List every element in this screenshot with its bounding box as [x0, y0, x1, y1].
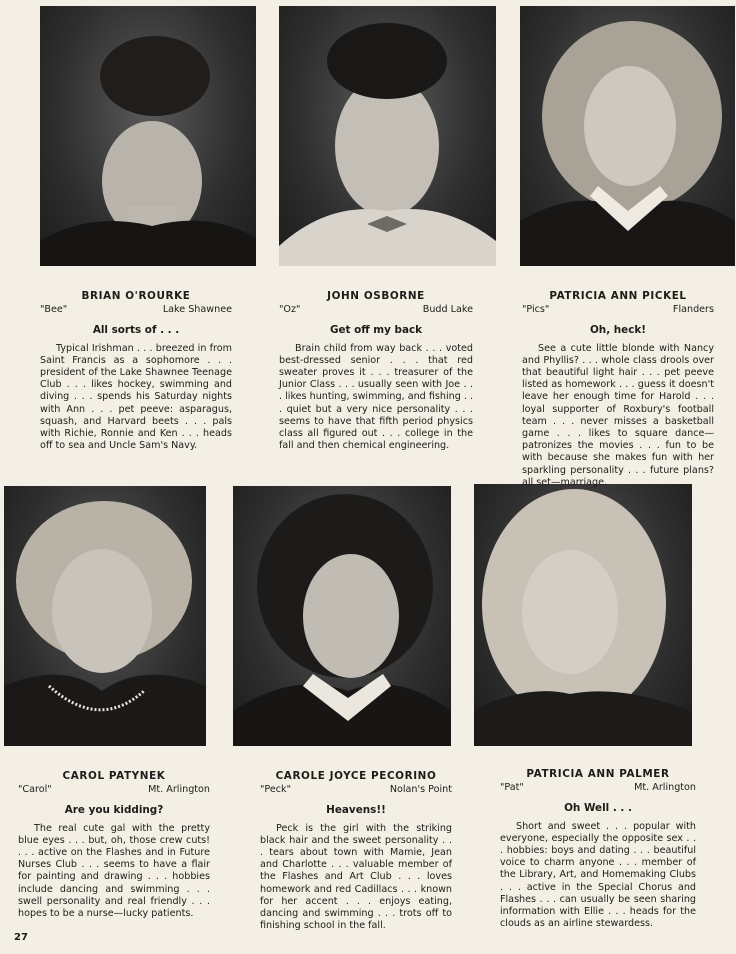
student-nickname: "Bee": [40, 304, 68, 316]
student-motto: Heavens!!: [326, 804, 386, 817]
student-bio: See a cute little blonde with Nancy and Phyllis? . . . whole class drools over that beautiful light hair . . . pet peeve listed as homework . . . guess it doesn't leave her enough time for Harold . . . loyal supporter of Roxbury's football team . . . never misses a basketball game . . . likes to square dance—patronizes the movies . . . fun to be with because she makes fun with her sparkling personality . . . future plans? all set—marriage.: [522, 342, 714, 488]
student-name: CAROLE JOYCE PECORINO: [275, 770, 437, 782]
student-name: JOHN OSBORNE: [327, 290, 425, 302]
portrait-patricia-ann-pickel: [520, 6, 735, 266]
portrait-patricia-ann-pickel-image: [520, 6, 735, 266]
student-bio: Brain child from way back . . . voted best-dressed senior . . . that red sweater proves it . . . treasurer of the Junior Class . . . usually seen with Joe . . . likes hunting, swimming, and fishing . . . quiet but a very nice personality . . . seems to have that fifth period physics class all figured out . . . college in the fall and then chemical engineering.: [279, 342, 473, 452]
page-number: 27: [14, 932, 28, 943]
student-nickname: "Peck": [260, 784, 292, 796]
student-town: Flanders: [672, 304, 714, 316]
student-bio: Short and sweet . . . popular with everyone, especially the opposite sex . . . hobbies: boys and dating . . . beautiful voice to charm anyone . . . member of the Library, Art, and Homemaking Clubs . . . active in the Special Chorus and Flashes . . . can usually be seen sharing information with Ellie . . . heads for the clouds as an airline stewardess.: [500, 820, 696, 930]
entry-patricia-ann-palmer: [500, 768, 696, 930]
nickname-town-row: [522, 304, 714, 316]
student-town: Nolan's Point: [389, 784, 452, 796]
portrait-patricia-ann-palmer-image: [474, 484, 692, 746]
portrait-carole-joyce-pecorino: [233, 486, 451, 746]
nickname-town-row: [279, 304, 473, 316]
student-motto: All sorts of . . .: [92, 324, 180, 337]
student-motto: Get off my back: [329, 324, 423, 337]
entry-carole-joyce-pecorino: [260, 770, 452, 932]
portrait-brian-orourke-image: [40, 6, 256, 266]
student-motto: Oh Well . . .: [564, 802, 632, 815]
student-motto: Oh, heck!: [589, 324, 647, 337]
nickname-town-row: [500, 782, 696, 794]
student-nickname: "Carol": [18, 784, 52, 796]
student-nickname: "Pics": [522, 304, 550, 316]
portrait-carole-joyce-pecorino-image: [233, 486, 451, 746]
student-name: PATRICIA ANN PALMER: [526, 768, 670, 780]
student-nickname: "Oz": [279, 304, 301, 316]
student-motto: Are you kidding?: [64, 804, 164, 817]
student-name: CAROL PATYNEK: [62, 770, 166, 782]
portrait-john-osborne-image: [279, 6, 496, 266]
nickname-town-row: [18, 784, 210, 796]
student-name: PATRICIA ANN PICKEL: [549, 290, 687, 302]
student-bio: Typical Irishman . . . breezed in from Saint Francis as a sophomore . . . president of the Lake Shawnee Teenage Club . . . likes hockey, swimming and diving . . . spends his Saturday nights with Ann . . . pet peeve: asparagus, squash, and Harvard beets . . . pals with Richie, Ronnie and Ken . . . heads off to sea and Uncle Sam's Navy.: [40, 342, 232, 452]
student-nickname: "Pat": [500, 782, 524, 794]
entry-john-osborne: [279, 290, 473, 452]
student-name: BRIAN O'ROURKE: [81, 290, 191, 302]
entry-brian-orourke: [40, 290, 232, 452]
portrait-carol-patynek: [4, 486, 206, 746]
student-bio: The real cute gal with the pretty blue eyes . . . but, oh, those crew cuts! . . . active on the Flashes and in Future Nurses Club . . . seems to have a flair for painting and drawing . . . hobbies include dancing and swimming . . . swell personality and real friendly . . . hopes to be a nurse—lucky patients.: [18, 822, 210, 920]
nickname-town-row: [260, 784, 452, 796]
portrait-john-osborne: [279, 6, 496, 266]
student-town: Lake Shawnee: [162, 304, 232, 316]
student-bio: Peck is the girl with the striking black hair and the sweet personality . . . tears about town with Mamie, Jean and Charlotte . . . valuable member of the Flashes and Art Club . . . loves homework and red Cadillacs . . . known for her accent . . . enjoys eating, dancing and swimming . . . trots off to finishing school in the fall.: [260, 822, 452, 932]
portrait-brian-orourke: [40, 6, 256, 266]
portrait-patricia-ann-palmer: [474, 484, 692, 746]
nickname-town-row: [40, 304, 232, 316]
student-town: Mt. Arlington: [148, 784, 210, 796]
entry-carol-patynek: [18, 770, 210, 920]
entry-patricia-ann-pickel: [522, 290, 714, 489]
student-town: Mt. Arlington: [634, 782, 696, 794]
portrait-carol-patynek-image: [4, 486, 206, 746]
student-town: Budd Lake: [422, 304, 473, 316]
